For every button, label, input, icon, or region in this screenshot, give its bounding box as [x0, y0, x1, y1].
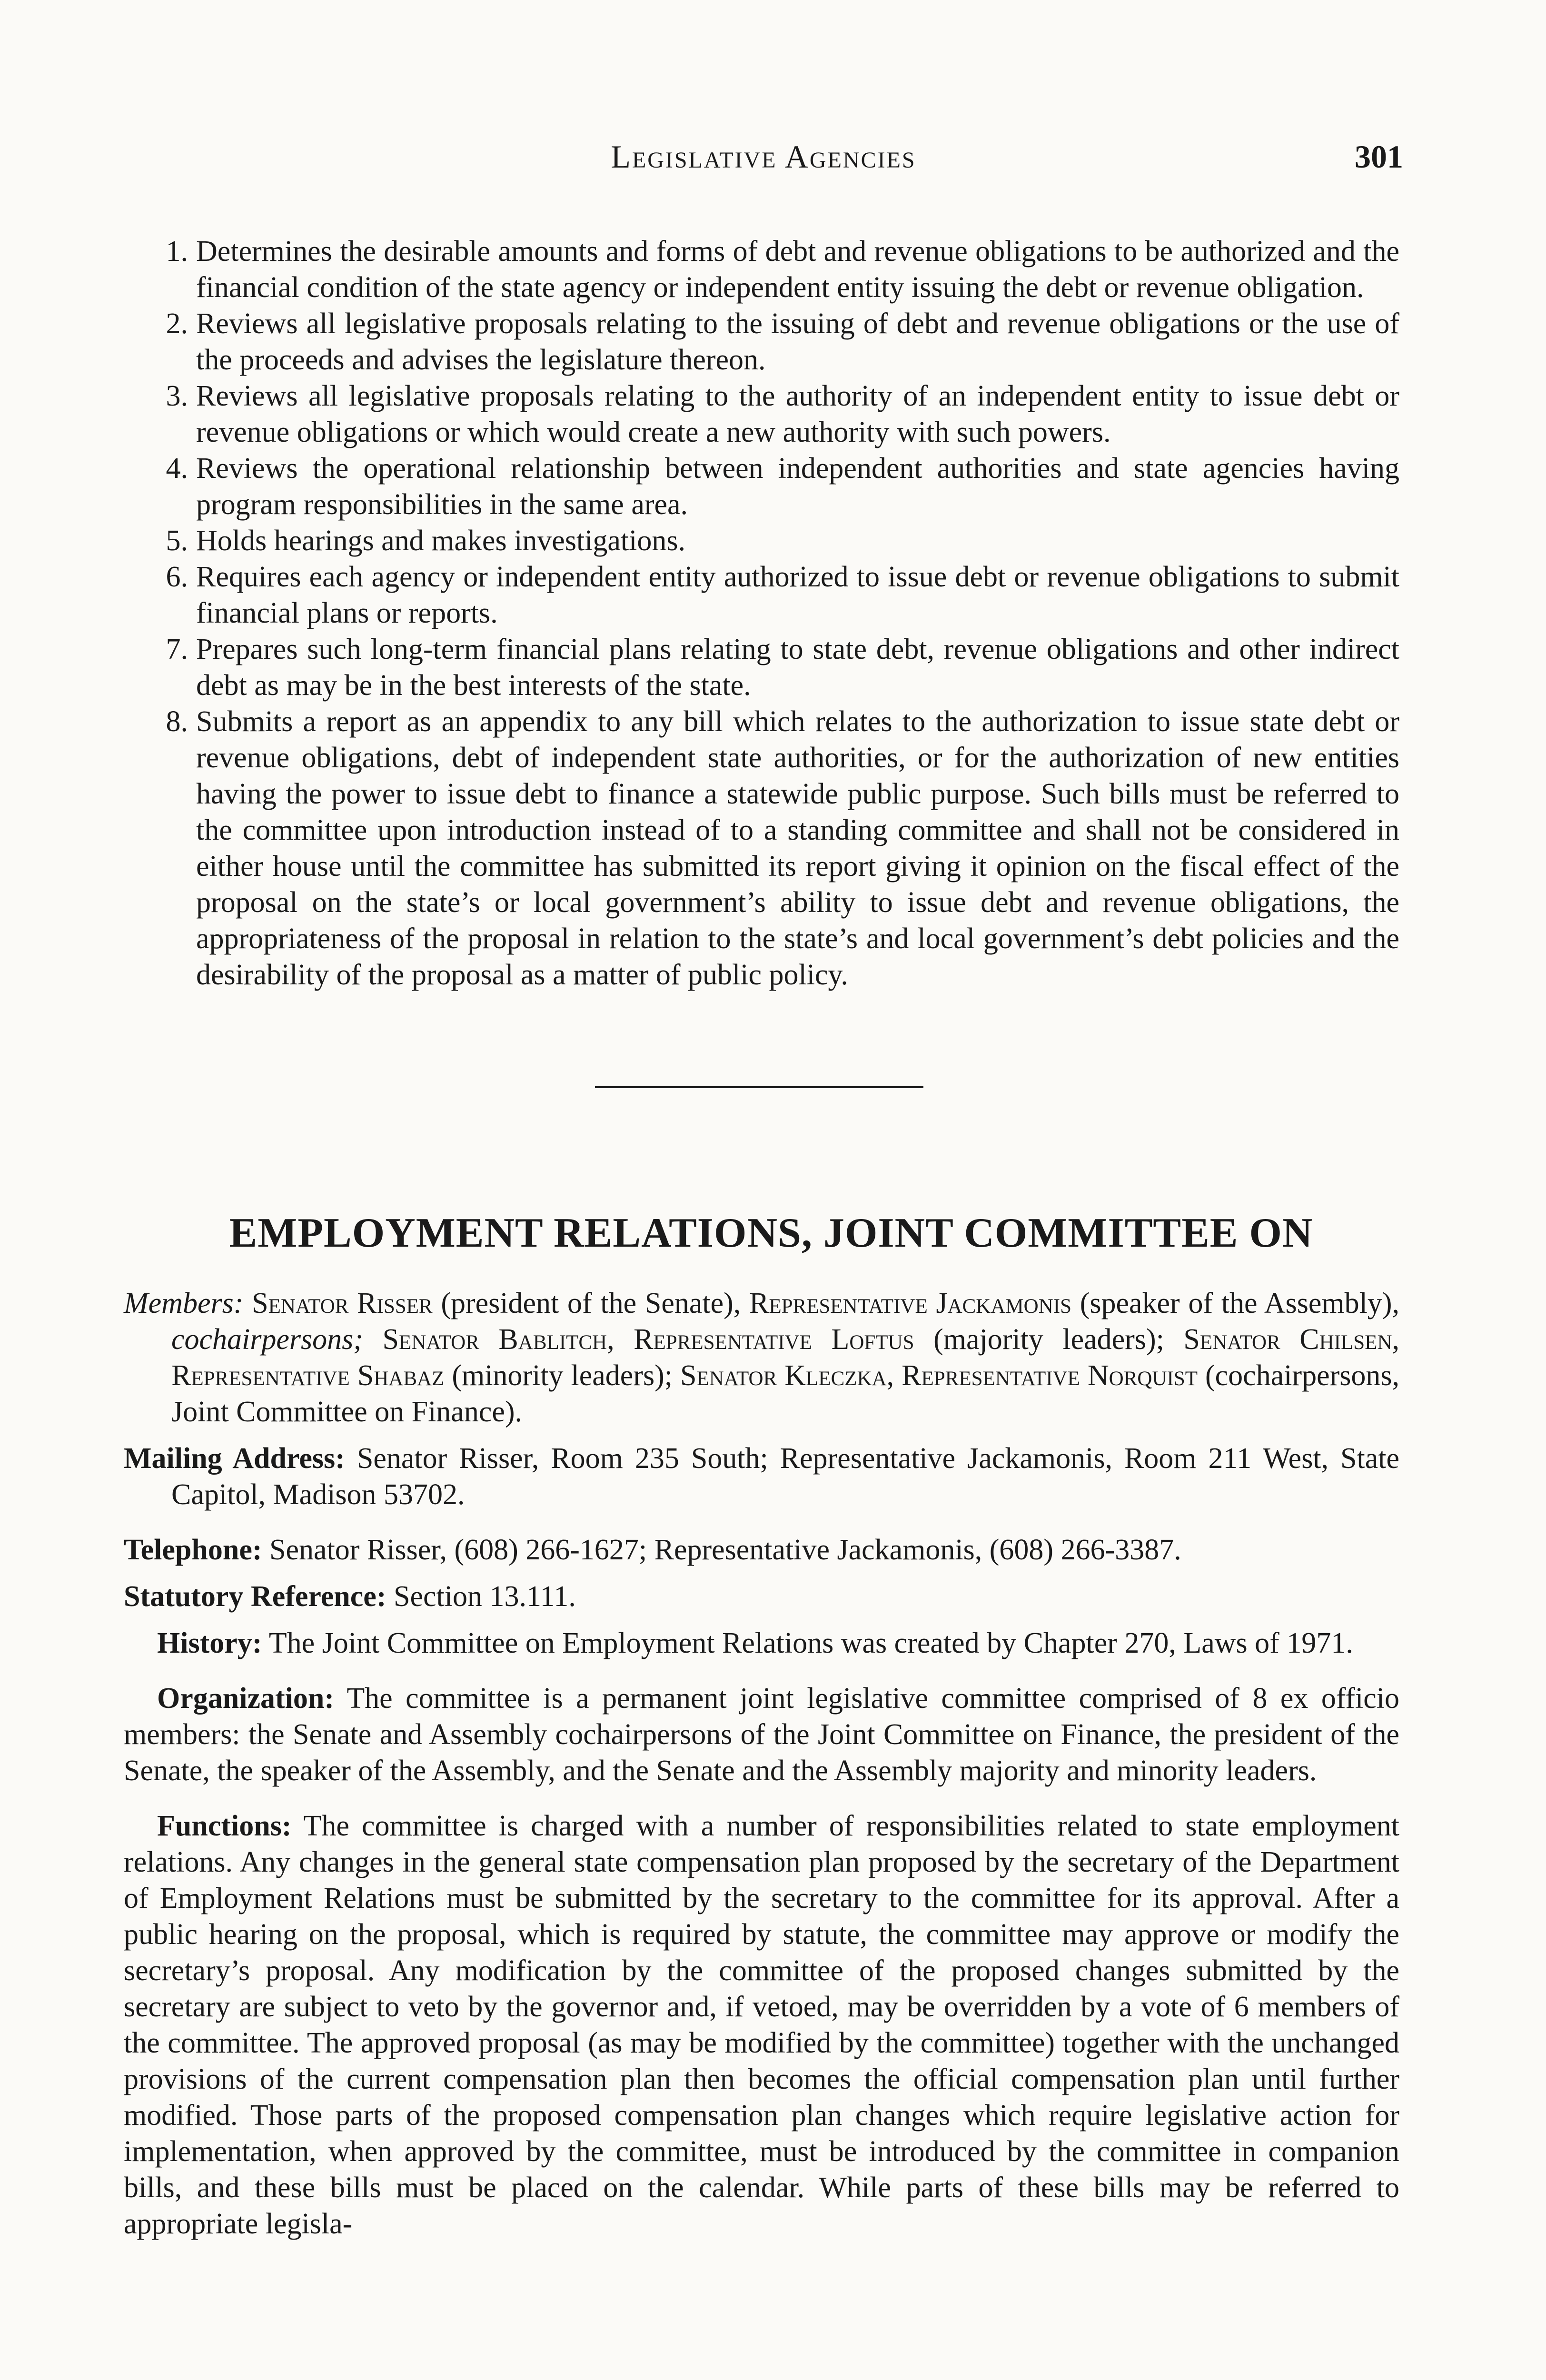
telephone-entry [124, 1532, 1399, 1568]
mailing-address-label: Mailing Address: [124, 1442, 345, 1475]
running-header [124, 138, 1403, 186]
item-number: 6. [166, 561, 188, 593]
list-item [143, 450, 1399, 523]
item-number: 7. [166, 633, 188, 665]
member-role: (minority leaders); [444, 1359, 680, 1392]
member-role: (cochairpersons, Joint Committee on Finance). [171, 1359, 1399, 1428]
item-number: 3. [166, 380, 188, 412]
item-text: Reviews all legislative proposals relating to the authority of an independent entity to issue debt or revenue obligations or which would create a new authority with such powers. [196, 380, 1399, 448]
mailing-address-entry [124, 1440, 1399, 1513]
list-item [143, 523, 1399, 559]
organization-label: Organization: [157, 1682, 334, 1715]
member-role: (majority leaders); [914, 1323, 1184, 1356]
members-label: Members: [124, 1287, 244, 1319]
item-number: 5. [166, 525, 188, 557]
history-label: History: [157, 1627, 262, 1659]
item-number: 4. [166, 452, 188, 485]
organization-paragraph [124, 1680, 1399, 1789]
duties-list [143, 233, 1399, 993]
item-number: 8. [166, 705, 188, 738]
item-text: Submits a report as an appendix to any bill which relates to the authorization to issue state debt or revenue obligations, debt of independent state authorities, or for the authorization of new entities having the power to issue debt to finance a statewide public purpose. Such bills must be referred to the committee upon introduction instead of to a standing committee and shall not be considered in either house until the committee has submitted its report giving it opinion on the fiscal effect of the proposal on the state’s or local government’s ability to issue debt and revenue obligations, the appropriateness of the proposal in relation to the state’s and local government’s debt policies and the desirability of the proposal as a matter of public policy. [196, 705, 1399, 991]
member-name: Representative Jackamonis [749, 1287, 1071, 1319]
item-text: Prepares such long-term financial plans relating to state debt, revenue obligations and other indirect debt as may be in the best interests of the state. [196, 633, 1399, 702]
cochairpersons-label: cochairpersons; [171, 1323, 363, 1356]
member-name: Senator Risser [252, 1287, 433, 1319]
member-name: Senator Kleczka, Representative Norquist [680, 1359, 1198, 1392]
section-title: EMPLOYMENT RELATIONS, JOINT COMMITTEE ON [229, 1210, 1313, 1256]
list-item [143, 306, 1399, 378]
member-role: (president of the Senate), [432, 1287, 749, 1319]
item-text: Reviews all legislative proposals relating to the issuing of debt and revenue obligations or the use of the proceeds and advises the legislature thereon. [196, 307, 1399, 376]
telephone-text: Senator Risser, (608) 266-1627; Representative Jackamonis, (608) 266-3387. [269, 1534, 1181, 1566]
functions-label: Functions: [157, 1810, 292, 1842]
organization-text: The committee is a permanent joint legislative committee comprised of 8 ex officio members: the Senate and Assembly cochairpersons of the Joint Committee on Finance, the president of the Senate, the speaker of the Assembly, and the Senate and the Assembly majority and minority leaders. [124, 1682, 1399, 1787]
mailing-address-text: Senator Risser, Room 235 South; Representative Jackamonis, Room 211 West, State Capitol, Madison 53702. [171, 1442, 1400, 1511]
running-title: Legislative Agencies [611, 139, 916, 175]
member-role: (speaker of the Assembly), [1071, 1287, 1400, 1319]
statutory-reference-label: Statutory Reference: [124, 1580, 386, 1613]
item-text: Holds hearings and makes investigations. [196, 525, 685, 557]
item-text: Requires each agency or independent entity authorized to issue debt or revenue obligations to submit financial plans or reports. [196, 561, 1399, 629]
functions-paragraph [124, 1808, 1399, 2242]
page-number: 301 [1355, 139, 1403, 175]
history-paragraph [124, 1625, 1399, 1661]
item-number: 2. [166, 307, 188, 340]
list-item [143, 559, 1399, 631]
history-text: The Joint Committee on Employment Relations was created by Chapter 270, Laws of 1971. [268, 1627, 1353, 1659]
list-item [143, 233, 1399, 306]
committee-entries [124, 1285, 1399, 2242]
list-item [143, 631, 1399, 704]
member-name: Senator Chilsen, Representative Shabaz [171, 1323, 1399, 1392]
statutory-reference-entry [124, 1578, 1399, 1615]
functions-text: The committee is charged with a number of responsibilities related to state employment relations. Any changes in the general state compensation plan proposed by the secretary of the Department of Employment Relations must be submitted by the secretary to the committee for its approval. After a public hearing on the proposal, which is required by statute, the committee may approve or modify the secretary’s proposal. Any modification by the committee of the proposed changes submitted by the secretary are subject to veto by the governor and, if vetoed, may be overridden by a vote of 6 members of the committee. The approved proposal (as may be modified by the committee) together with the unchanged provisions of the current compensation plan then becomes the official compensation plan until further modified. Those parts of the proposed compensation plan changes which require legislative action for implementation, when approved by the committee, must be introduced by the committee in companion bills, and these bills must be placed on the calendar. While parts of these bills may be referred to appropriate legisla- [124, 1810, 1399, 2240]
section-divider [595, 1086, 923, 1088]
members-entry [124, 1285, 1399, 1430]
telephone-label: Telephone: [124, 1534, 262, 1566]
item-number: 1. [166, 235, 188, 268]
list-item [143, 704, 1399, 993]
member-name: Senator Bablitch, Representative Loftus [382, 1323, 914, 1356]
item-text: Determines the desirable amounts and forms of debt and revenue obligations to be authorized and the financial condition of the state agency or independent entity issuing the debt or revenue obligation. [196, 235, 1399, 304]
list-item [143, 378, 1399, 450]
item-text: Reviews the operational relationship between independent authorities and state agencies having program responsibilities in the same area. [196, 452, 1399, 521]
statutory-reference-text: Section 13.111. [393, 1580, 576, 1613]
